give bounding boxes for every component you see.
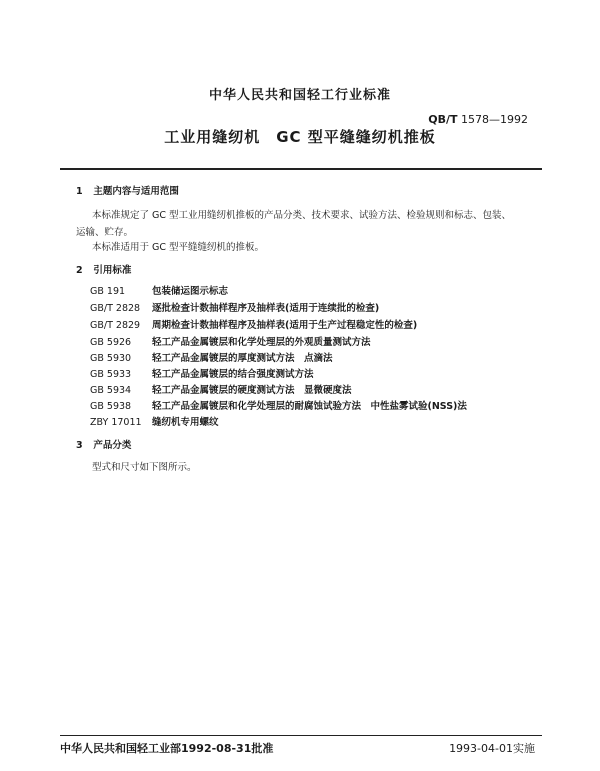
section-2-heading <box>76 262 131 276</box>
reference-title: 周期检查计数抽样程序及抽样表(适用于生产过程稳定性的检查) <box>152 320 418 331</box>
reference-item <box>90 398 467 412</box>
section-title: 主题内容与适用范围 <box>93 186 179 197</box>
reference-item <box>90 334 371 348</box>
section-3-paragraph: 型式和尺寸如下图所示。 <box>92 462 197 473</box>
reference-title: 缝纫机专用螺纹 <box>152 417 219 428</box>
section-number: 3 <box>76 440 83 451</box>
reference-code: GB 5938 <box>90 401 132 412</box>
section-number: 2 <box>76 265 83 276</box>
reference-code: ZBY 17011 <box>90 417 142 428</box>
section-3-heading <box>76 437 131 451</box>
reference-item <box>90 414 219 428</box>
reference-item <box>90 366 314 380</box>
reference-code: GB 5930 <box>90 353 132 364</box>
reference-item <box>90 350 333 364</box>
standard-code <box>428 113 528 126</box>
section-1-paragraph: 本标准规定了 GC 型工业用缝纫机推板的产品分类、技术要求、试验方法、检验规则和标志、包装、 <box>92 210 512 221</box>
standard-code-number: 1578—1992 <box>461 113 528 126</box>
section-1-paragraph: 本标准适用于 GC 型平缝缝纫机的推板。 <box>92 242 265 253</box>
reference-item <box>90 382 352 396</box>
header-divider <box>60 168 542 170</box>
reference-title: 包装储运图示标志 <box>152 286 229 297</box>
reference-title: 轻工产品金属镀层和化学处理层的耐腐蚀试验方法 中性盐雾试验(NSS)法 <box>152 401 467 412</box>
reference-title: 轻工产品金属镀层的硬度测试方法 显微硬度法 <box>152 385 352 396</box>
document-title: 工业用缝纫机 GC 型平缝缝纫机推板 <box>164 128 436 146</box>
reference-code: GB 191 <box>90 286 126 297</box>
reference-item <box>90 283 228 297</box>
reference-code: GB 5933 <box>90 369 132 380</box>
footer-divider <box>60 735 542 736</box>
reference-title: 轻工产品金属镀层的结合强度测试方法 <box>152 369 314 380</box>
section-title: 引用标准 <box>93 265 132 276</box>
reference-code: GB 5934 <box>90 385 132 396</box>
section-number: 1 <box>76 186 83 197</box>
reference-title: 轻工产品金属镀层和化学处理层的外观质量测试方法 <box>152 337 371 348</box>
approval-info: 中华人民共和国轻工业部1992-08-31批准 <box>60 742 274 755</box>
reference-code: GB 5926 <box>90 337 132 348</box>
reference-code: GB/T 2829 <box>90 320 141 331</box>
section-1-heading <box>76 183 179 197</box>
reference-title: 轻工产品金属镀层的厚度测试方法 点滴法 <box>152 353 333 364</box>
reference-item <box>90 300 379 314</box>
issuing-organization: 中华人民共和国轻工行业标准 <box>208 88 391 103</box>
implementation-date: 1993-04-01实施 <box>449 742 535 755</box>
reference-item <box>90 317 417 331</box>
reference-title: 逐批检查计数抽样程序及抽样表(适用于连续批的检查) <box>152 303 380 314</box>
section-title: 产品分类 <box>93 440 132 451</box>
section-1-paragraph: 运输、贮存。 <box>76 227 134 238</box>
standard-code-prefix: QB/T <box>428 113 458 126</box>
reference-code: GB/T 2828 <box>90 303 141 314</box>
